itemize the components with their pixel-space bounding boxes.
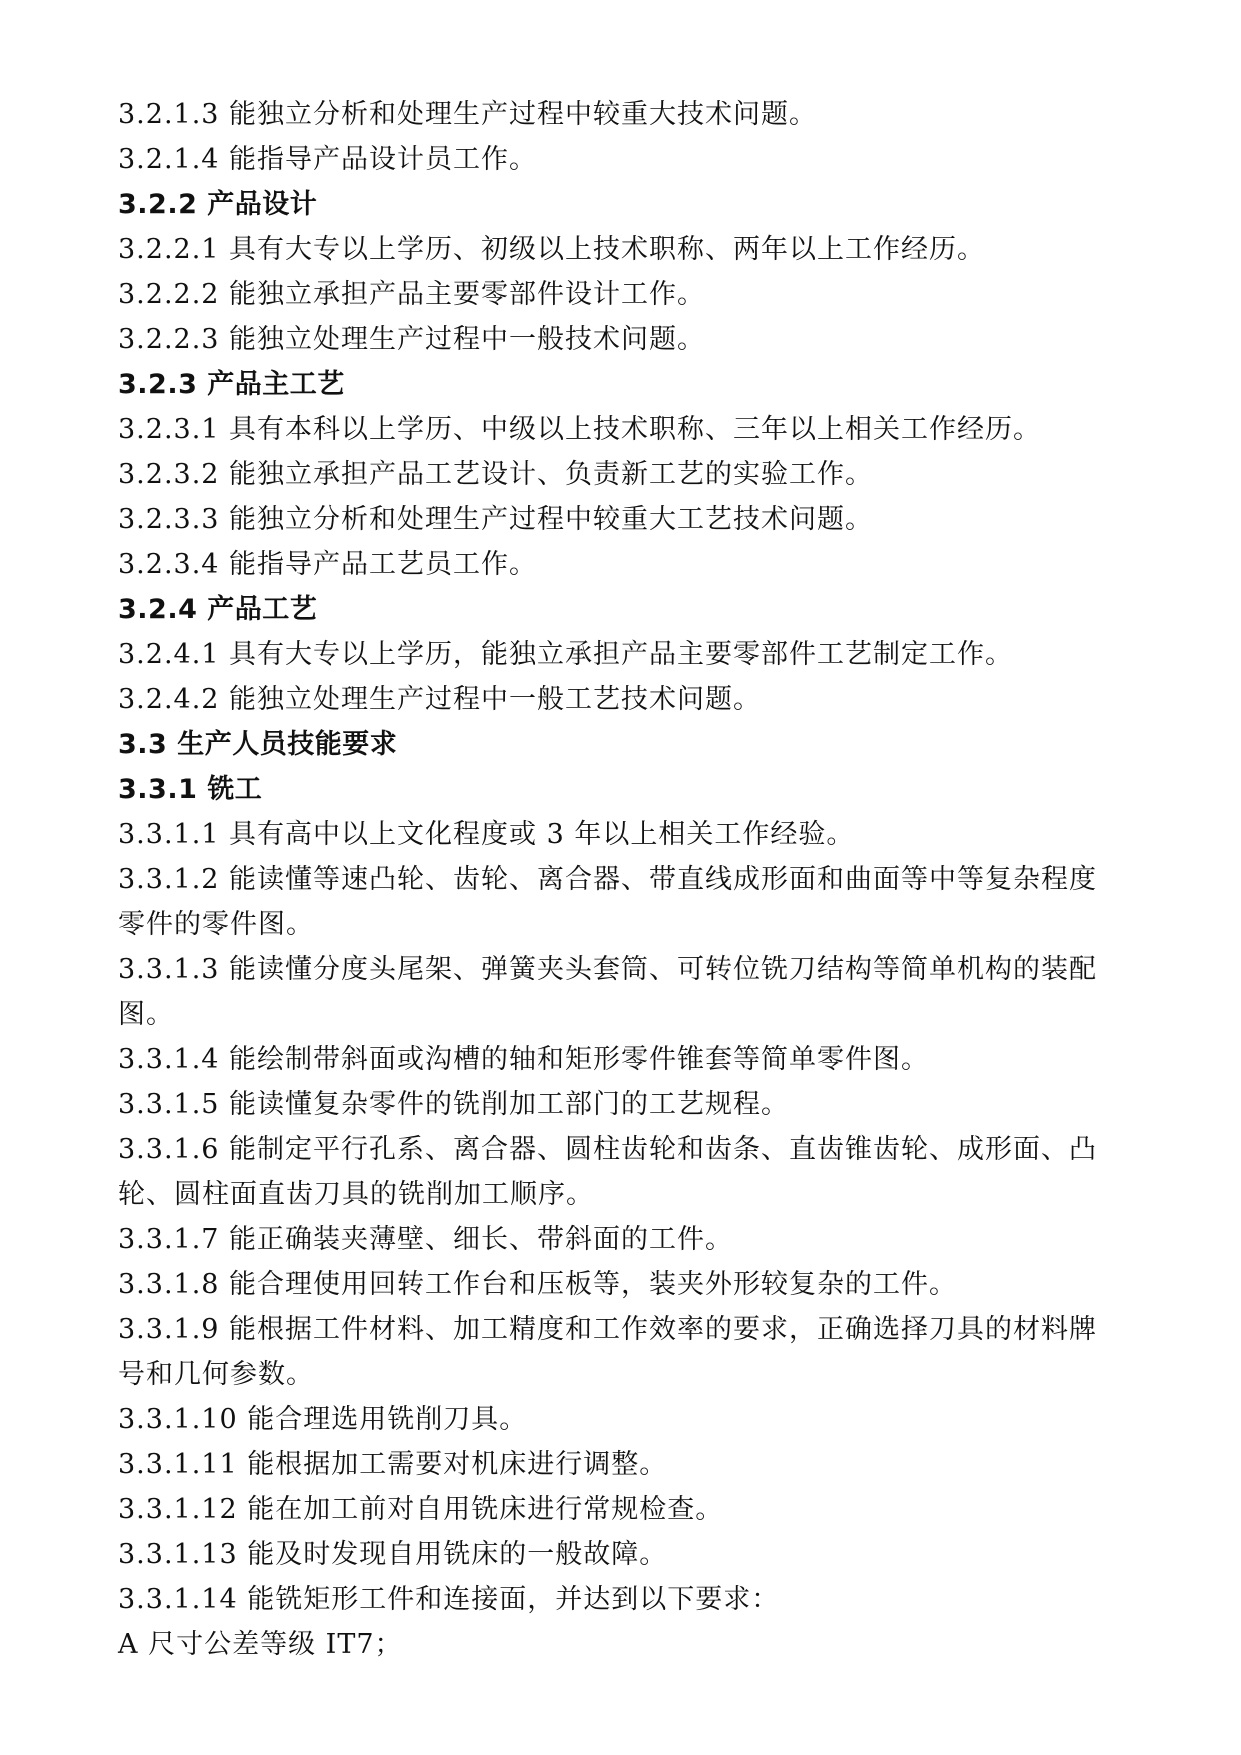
paragraph-line: 3.3.1.2 能读懂等速凸轮、齿轮、离合器、带直线成形面和曲面等中等复杂程度 [118,864,1098,895]
paragraph-line: 3.3.1.12 能在加工前对自用铣床进行常规检查。 [118,1494,724,1525]
paragraph-line: 3.2.1.3 能独立分析和处理生产过程中较重大技术问题。 [118,99,818,130]
paragraph-line: 3.2.3.1 具有本科以上学历、中级以上技术职称、三年以上相关工作经历。 [118,414,1042,445]
paragraph-line: 3.3.1.1 具有高中以上文化程度或 3 年以上相关工作经验。 [118,819,855,850]
paragraph-line: 3.3.1.8 能合理使用回转工作台和压板等，装夹外形较复杂的工件。 [118,1269,958,1300]
section-heading: 3.2.2 产品设计 [118,189,318,220]
paragraph-line: 轮、圆柱面直齿刀具的铣削加工顺序。 [118,1179,594,1210]
paragraph-line: 3.3.1.13 能及时发现自用铣床的一般故障。 [118,1539,668,1570]
paragraph-line: 3.2.2.2 能独立承担产品主要零部件设计工作。 [118,279,706,310]
paragraph-line: 3.3.1.10 能合理选用铣削刀具。 [118,1404,528,1435]
paragraph-line: 3.2.3.4 能指导产品工艺员工作。 [118,549,538,580]
paragraph-line: 3.3.1.14 能铣矩形工件和连接面，并达到以下要求： [118,1584,780,1615]
paragraph-line: 零件的零件图。 [118,909,314,940]
paragraph-line: 3.2.2.1 具有大专以上学历、初级以上技术职称、两年以上工作经历。 [118,234,986,265]
paragraph-line: 3.3.1.6 能制定平行孔系、离合器、圆柱齿轮和齿条、直齿锥齿轮、成形面、凸 [118,1134,1098,1165]
section-heading: 3.3 生产人员技能要求 [118,729,398,760]
section-heading: 3.3.1 铣工 [118,774,263,805]
paragraph-line: 3.2.2.3 能独立处理生产过程中一般技术问题。 [118,324,706,355]
paragraph-line: 3.2.3.2 能独立承担产品工艺设计、负责新工艺的实验工作。 [118,459,874,490]
paragraph-line: 3.2.3.3 能独立分析和处理生产过程中较重大工艺技术问题。 [118,504,874,535]
paragraph-line: 3.3.1.5 能读懂复杂零件的铣削加工部门的工艺规程。 [118,1089,790,1120]
paragraph-line: 3.2.4.1 具有大专以上学历，能独立承担产品主要零部件工艺制定工作。 [118,639,1014,670]
paragraph-line: 3.3.1.11 能根据加工需要对机床进行调整。 [118,1449,668,1480]
paragraph-line: 3.3.1.9 能根据工件材料、加工精度和工作效率的要求，正确选择刀具的材料牌 [118,1314,1098,1345]
paragraph-line: 3.3.1.7 能正确装夹薄壁、细长、带斜面的工件。 [118,1224,734,1255]
paragraph-line: 3.2.1.4 能指导产品设计员工作。 [118,144,538,175]
paragraph-line: A 尺寸公差等级 IT7； [118,1629,403,1660]
paragraph-line: 3.2.4.2 能独立处理生产过程中一般工艺技术问题。 [118,684,762,715]
paragraph-line: 号和几何参数。 [118,1359,314,1390]
paragraph-line: 3.3.1.4 能绘制带斜面或沟槽的轴和矩形零件锥套等简单零件图。 [118,1044,930,1075]
paragraph-line: 3.3.1.3 能读懂分度头尾架、弹簧夹头套筒、可转位铣刀结构等简单机构的装配 [118,954,1098,985]
paragraph-line: 图。 [118,999,174,1030]
section-heading: 3.2.4 产品工艺 [118,594,318,625]
section-heading: 3.2.3 产品主工艺 [118,369,345,400]
document-page [118,92,1128,1667]
